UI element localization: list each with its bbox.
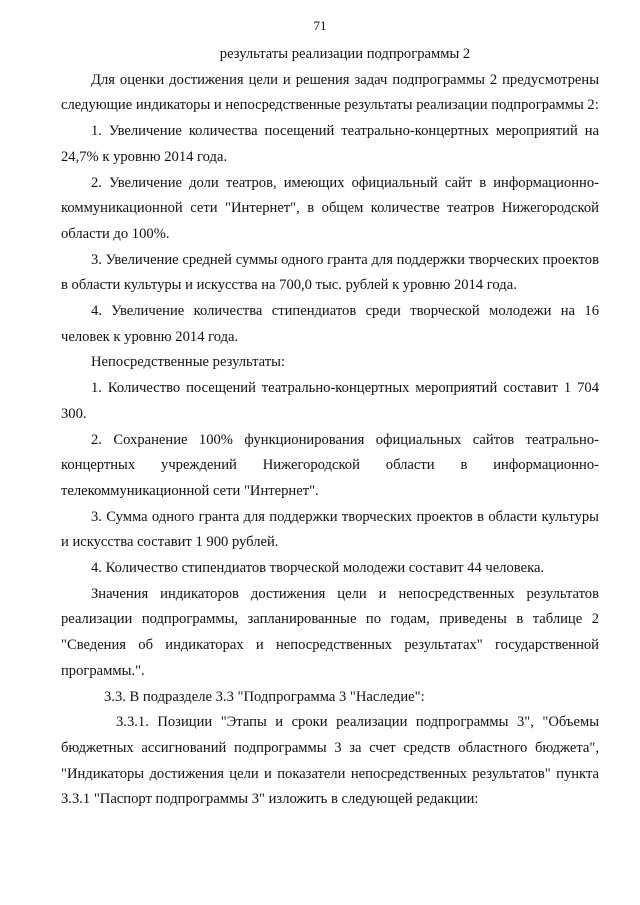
indicator-item-1: 1. Увеличение количества посещений театрально-концертных мероприятий на 24,7% к уровню 2014 года. (61, 123, 599, 165)
page-number: 71 (313, 18, 327, 33)
indicator-values-paragraph: Значения индикаторов достижения цели и непосредственных результатов реализации подпрограммы, запланированные по годам, приведены в таблице 2 "Сведения об индикаторах и непосредственных результатах" государственной программы.". (61, 585, 599, 679)
intro-paragraph: Для оценки достижения цели и решения задач подпрограммы 2 предусмотрены следующие индикаторы и непосредственные результаты реализации подпрограммы 2: (61, 71, 599, 114)
subsection-3-3-paragraph: 3.3. В подразделе 3.3 "Подпрограмма 3 "Наследие": (104, 688, 425, 705)
result-item-4: 4. Количество стипендиатов творческой молодежи составит 44 человека. (91, 560, 545, 577)
indicator-item-2: 2. Увеличение доли театров, имеющих официальный сайт в информационно-коммуникационной сети "Интернет", в общем количестве театров Нижегородской области до 100%. (61, 174, 599, 242)
result-item-2: 2. Сохранение 100% функционирования официальных сайтов театрально-концертных учреждений Нижегородской области в информационно-телекоммуникационной сети "Интернет". (61, 431, 599, 499)
section-heading: результаты реализации подпрограммы 2 (219, 46, 471, 62)
indicator-item-3: 3. Увеличение средней суммы одного гранта для поддержки творческих проектов в области культуры и искусства на 700,0 тыс. рублей к уровню 2014 года. (61, 251, 599, 294)
result-item-3: 3. Сумма одного гранта для поддержки творческих проектов в области культуры и искусства составит 1 900 рублей. (61, 508, 599, 551)
subsection-3-3-1-paragraph: 3.3.1. Позиции "Этапы и сроки реализации подпрограммы 3", "Объемы бюджетных ассигнований подпрограммы 3 за счет средств областного бюджета", "Индикаторы достижения цели и показатели непосредственных результатов" пункта 3.3.1 "Паспорт подпрограммы 3" изложить в следующей редакции: (61, 714, 599, 808)
result-item-1: 1. Количество посещений театрально-концертных мероприятий составит 1 704 300. (61, 380, 599, 422)
document-body (61, 42, 599, 813)
indicator-item-4: 4. Увеличение количества стипендиатов среди творческой молодежи на 16 человек к уровню 2014 года. (61, 303, 599, 345)
results-subheading: Непосредственные результаты: (91, 354, 286, 371)
